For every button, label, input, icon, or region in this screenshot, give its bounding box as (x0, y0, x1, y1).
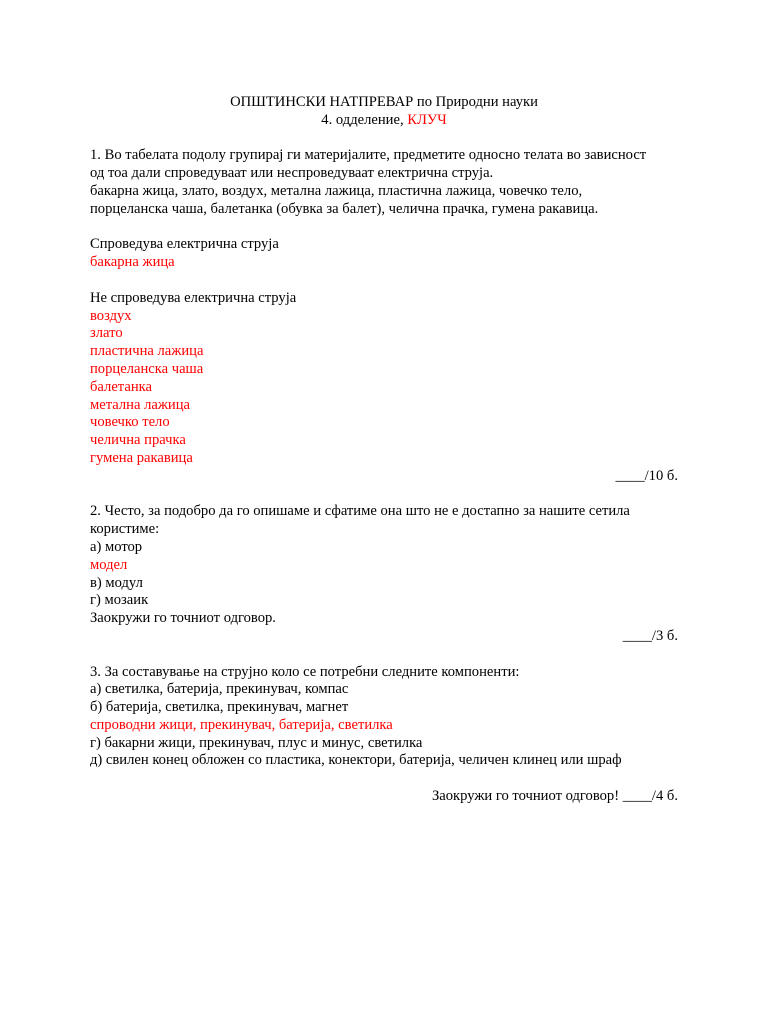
q2-text-line: 2. Често, за подобро да го опишаме и сфатиме она што не е достапно за нашите сетила (90, 503, 630, 520)
q1-not-conducts-answer: метална лажица (90, 396, 191, 413)
q3-instruction-score: Заокружи го точниот одговор! ____/4 б. (431, 788, 678, 805)
q1-not-conducts-answer: челична прачка (90, 432, 186, 449)
q1-text-line: од тоа дали спроведуваат или неспроведуваат електрична струја. (90, 165, 494, 182)
q1-not-conducts-answer: гумена ракавица (90, 449, 193, 466)
q2-score: ____/3 б. (622, 627, 678, 644)
q1-not-conducts-answer: пластична лажица (90, 343, 204, 360)
subtitle-grade: 4. одделение, (321, 111, 408, 128)
q1-not-conducts-answer: воздух (90, 307, 132, 324)
page-title: ОПШТИНСКИ НАТПРЕВАР по Природни науки (230, 94, 538, 110)
q1-not-conducts-answer: балетанка (90, 378, 152, 395)
q1-not-conducts-answer: порцеланска чаша (90, 360, 204, 377)
q2-instruction: Заокружи го точниот одговор. (90, 610, 276, 627)
q1-not-conducts-answer: злато (90, 325, 123, 342)
q3-text: 3. За составување на струјно коло се потребни следните компоненти: (90, 663, 520, 680)
q1-conducts-answer: бакарна жица (90, 254, 175, 271)
q1-text-line: 1. Во табелата подолу групирај ги материјалите, предметите односно телата во зависност (90, 147, 647, 164)
q3-option: б) батерија, светилка, прекинувач, магнет (90, 699, 349, 716)
q3-option: д) свилен конец обложен со пластика, конектори, батерија, челичен клинец или шраф (90, 752, 622, 769)
q1-not-conducts-label: Не спроведува електрична струја (90, 289, 297, 306)
q3-option: а) светилка, батерија, прекинувач, компас (90, 681, 349, 698)
q1-text-line: порцеланска чаша, балетанка (обувка за балет), челична прачка, гумена ракавица. (90, 200, 599, 217)
question-1 (90, 147, 678, 485)
q1-text-line: бакарна жица, злато, воздух, метална лажица, пластична лажица, човечко тело, (90, 182, 583, 199)
page-subtitle (90, 112, 678, 130)
q2-text-line: користиме: (90, 521, 160, 538)
q2-option: в) модул (90, 574, 143, 591)
q1-not-conducts-answer: човечко тело (90, 414, 170, 431)
q1-score: ____/10 б. (615, 467, 678, 484)
q2-option: а) мотор (90, 538, 143, 555)
subtitle-key: КЛУЧ (407, 111, 447, 128)
q3-option: г) бакарни жици, прекинувач, плус и минус, светилка (90, 734, 423, 751)
question-2 (90, 503, 678, 645)
question-3 (90, 664, 678, 806)
document-content (90, 94, 678, 806)
q2-option-correct: модел (90, 556, 128, 573)
q1-conducts-label: Спроведува електрична струја (90, 236, 279, 253)
q2-option: г) мозаик (90, 592, 149, 609)
q3-option-correct: спроводни жици, прекинувач, батерија, светилка (90, 716, 393, 733)
